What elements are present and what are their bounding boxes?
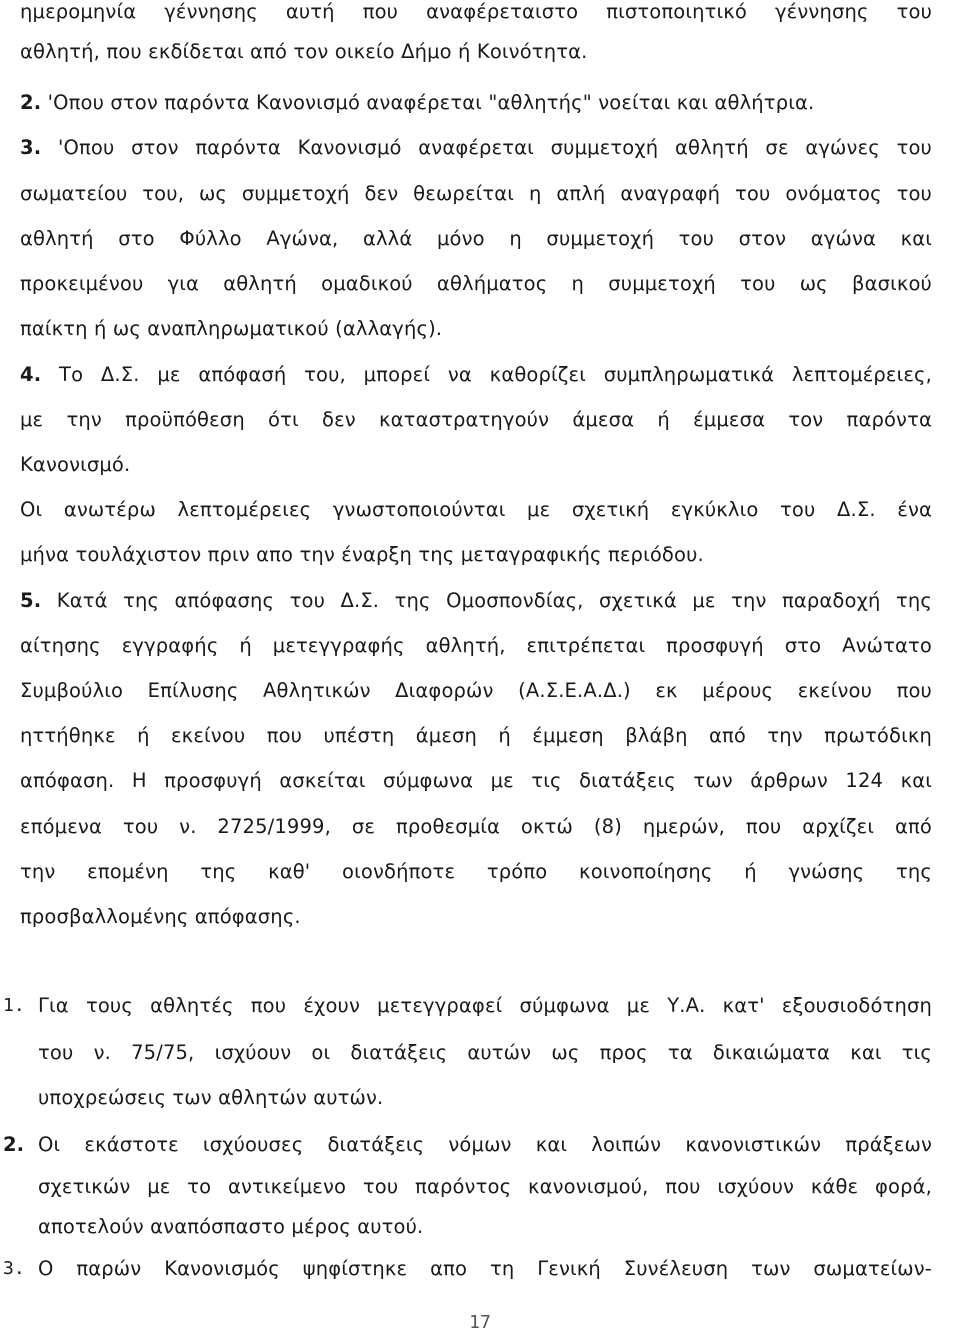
list-item-1-line-2: του ν. 75/75, ισχύουν οι διατάξεις αυτών ως προς τα δικαιώματα και τις [38, 1041, 932, 1064]
paragraph-4-line-1 [20, 361, 932, 389]
list-item-2-number: 2. [3, 1133, 24, 1156]
paragraph-5-line-7: την επομένη της καθ' οιονδήποτε τρόπο κοινοποίησης ή γνώσης της [20, 860, 932, 883]
paragraph-3-number: 3. [20, 136, 42, 159]
paragraph-5-line-8: προσβαλλομένης απόφασης. [20, 905, 301, 928]
paragraph-1-line-1: ημερομηνία γέννησης αυτή που αναφέρεταιστο πιστοποιητικό γέννησης του [20, 0, 932, 23]
paragraph-5-line-4: ηττήθηκε ή εκείνου που υπέστη άμεση ή έμμεση βλάβη από την πρωτόδικη [20, 724, 932, 747]
paragraph-5-line-5: απόφαση. Η προσφυγή ασκείται σύμφωνα με τις διατάξεις των άρθρων 124 και [20, 769, 932, 792]
paragraph-3-text: 'Οπου στον παρόντα Κανονισμό αναφέρεται συμμετοχή αθλητή σε αγώνες του [41, 136, 932, 159]
paragraph-4-line-3: Κανονισμό. [20, 453, 131, 476]
paragraph-5-number: 5. [20, 589, 42, 612]
paragraph-5-line-6: επόμενα του ν. 2725/1999, σε προθεσμία οκτώ (8) ημερών, που αρχίζει από [20, 815, 932, 838]
paragraph-1-line-2: αθλητή, που εκδίδεται από τον οικείο Δήμο ή Κοινότητα. [20, 40, 588, 63]
list-item-1-number: 1. [3, 995, 25, 1016]
paragraph-4-line-2: με την προϋπόθεση ότι δεν καταστρατηγούν άμεσα ή έμμεσα τον παρόντα [20, 408, 932, 431]
list-item-2-line-3: αποτελούν αναπόσπαστο μέρος αυτού. [38, 1215, 424, 1238]
list-item-1-line-3: υποχρεώσεις των αθλητών αυτών. [38, 1086, 384, 1109]
list-item-2-line-1: Οι εκάστοτε ισχύουσες διατάξεις νόμων και λοιπών κανονιστικών πράξεων [38, 1133, 932, 1156]
paragraph-4-number: 4. [20, 363, 42, 386]
paragraph-3-line-3: αθλητή στο Φύλλο Αγώνα, αλλά μόνο η συμμετοχή του στον αγώνα και [20, 227, 932, 250]
list-item-1-line-1: Για τους αθλητές που έχουν μετεγγραφεί σύμφωνα με Υ.Α. κατ' εξουσιοδότηση [38, 994, 932, 1017]
paragraph-5-text: Κατά της απόφασης του Δ.Σ. της Ομοσπονδίας, σχετικά με την παραδοχή της [41, 589, 932, 612]
paragraph-3-line-4: προκειμένου για αθλητή ομαδικού αθλήματος η συμμετοχή του ως βασικού [20, 272, 932, 295]
page-number: 17 [469, 1312, 491, 1333]
paragraph-4-line-5: μήνα τουλάχιστον πριν απο την έναρξη της μεταγραφικής περιόδου. [20, 543, 704, 566]
paragraph-5-line-1 [20, 587, 932, 615]
paragraph-5-line-3: Συμβούλιο Επίλυσης Αθλητικών Διαφορών (Α.Σ.Ε.Α.Δ.) εκ μέρους εκείνου που [20, 679, 932, 702]
paragraph-4-text: Το Δ.Σ. με απόφασή του, μπορεί να καθορίζει συμπληρωματικά λεπτομέρειες, [41, 363, 932, 386]
list-item-3-number: 3. [3, 1258, 25, 1279]
list-item-2-line-2: σχετικών με το αντικείμενο του παρόντος κανονισμού, που ισχύουν κάθε φορά, [38, 1175, 932, 1198]
list-item-3-line-1: Ο παρών Κανονισμός ψηφίστηκε απο τη Γενική Συνέλευση των σωματείων- [38, 1257, 932, 1280]
paragraph-4-line-4: Οι ανωτέρω λεπτομέρειες γνωστοποιούνται με σχετική εγκύκλιο του Δ.Σ. ένα [20, 498, 932, 521]
paragraph-2 [20, 89, 932, 117]
paragraph-3-line-5: παίκτη ή ως αναπληρωματικού (αλλαγής). [20, 317, 443, 340]
paragraph-2-number: 2. [20, 91, 42, 114]
paragraph-2-text: 'Οπου στον παρόντα Κανονισμό αναφέρεται "αθλητής" νοείται και αθλήτρια. [41, 91, 815, 114]
paragraph-5-line-2: αίτησης εγγραφής ή μετεγγραφής αθλητή, επιτρέπεται προσφυγή στο Ανώτατο [20, 634, 932, 657]
paragraph-3-line-1 [20, 134, 932, 162]
paragraph-3-line-2: σωματείου του, ως συμμετοχή δεν θεωρείται η απλή αναγραφή του ονόματος του [20, 182, 932, 205]
